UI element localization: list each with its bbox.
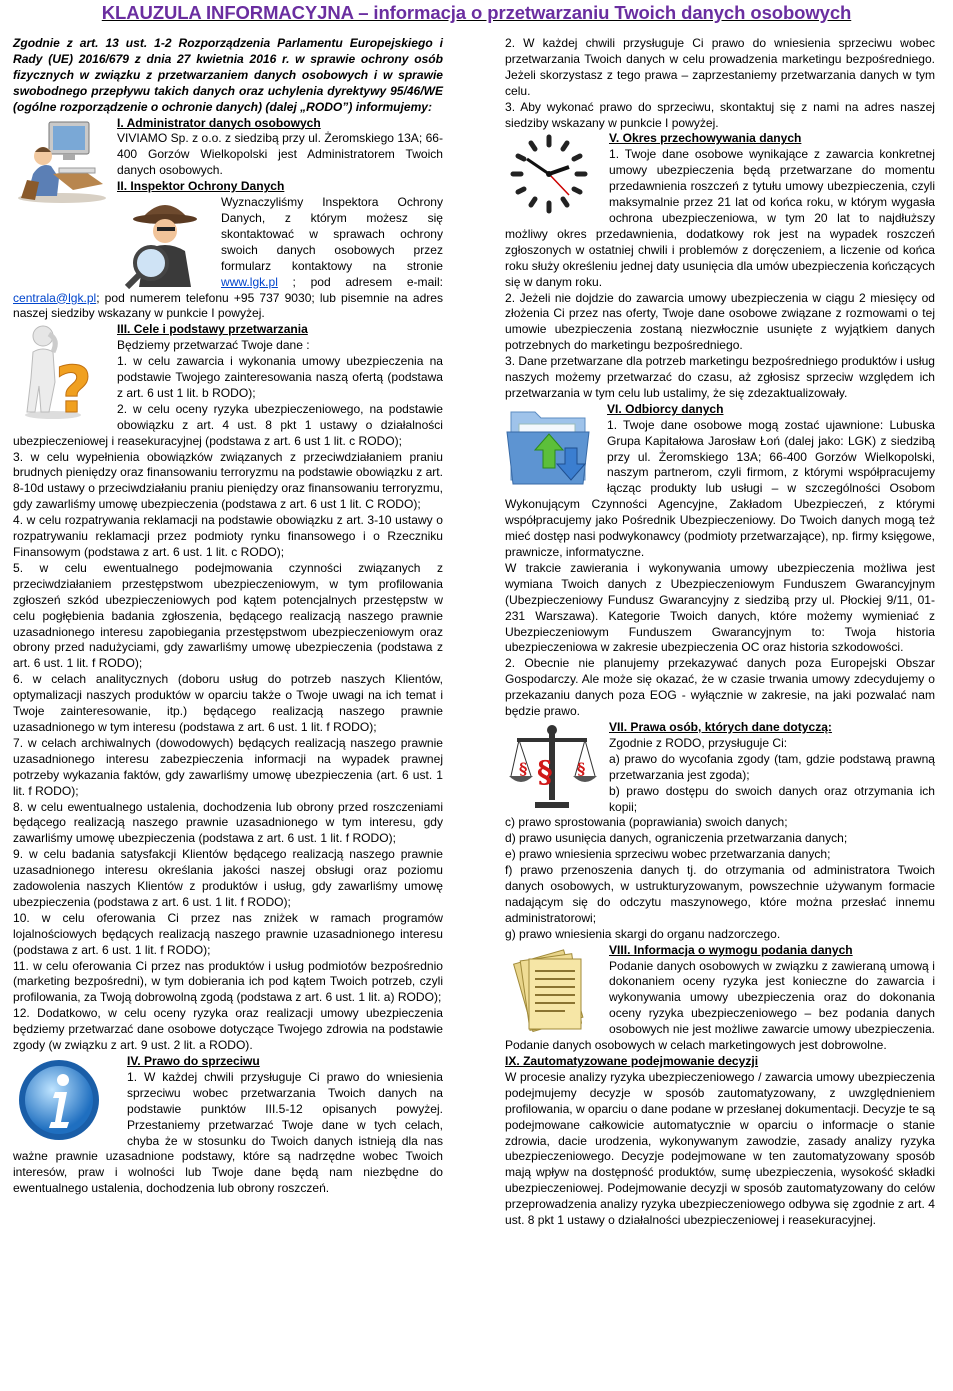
section-7-heading: VII. Prawa osób, których dane dotyczą: (609, 719, 832, 734)
section-2-text-part-1: Wyznaczyliśmy Inspektora Ochrony Danych, z którym możesz się skontaktować w sprawach ochrony swoich danych osobowych przez formularz kontaktowy na stronie (221, 195, 443, 273)
section-3-item: 6. w celach analitycznych (doboru usług do potrzeb naszych Klientów, optymalizacji naszych produktów w oparciu także o Twoje uwagi na ich temat i Twoje zainteresowanie, itp.) będącego realizacją naszego prawnie uzasadnionego w tym interesu (podstawa z art. 6 ust. 1 lit. f RODO); (13, 672, 443, 734)
section-3-item: 11. w celu oferowania Ci przez nas produktów i usług podmiotów bezpośrednio (marketing bezpośredni), w tym dobierania ich pod kątem Twoich potrzeb, czyli profilowania, za Twoją dobrowolną zgodą (podstawa z art. 6 ust. 1 lit. a) RODO); (13, 958, 443, 1005)
svg-text:?: ? (55, 354, 93, 421)
computer-user-icon (13, 118, 111, 204)
clock-icon (505, 131, 603, 217)
info-icon (13, 1058, 121, 1142)
section-7-item: a) prawo do wycofania zgody (tam, gdzie podstawą prawną przetwarzania jest zgoda); (609, 751, 935, 782)
section-5-text-3: 3. Dane przetwarzane dla potrzeb marketingu bezpośredniego produktów i usług naszych możemy przetwarzać do czasu, aż zgłosisz sprzeciw względem ich przetwarzania w tym celu lub ustalimy, że się zdezaktualizowały. (505, 354, 935, 400)
section-3-item: 8. w celu ewentualnego ustalenia, dochodzenia lub obrony przed roszczeniami będącego realizacją naszego prawnie uzasadnionego w tym interesu, gdy zawarliśmy umowę ubezpieczenia (podstawa z art. 6 ust. 1 lit. f RODO); (13, 799, 443, 846)
section-5-text-1: 1. Twoje dane osobowe wynikające z zawarcia konkretnej umowy ubezpieczenia będą przetwarzane do momentu przedawnienia roszczeń z tytułu umowy ubezpieczenia, czyli maksymalnie przez 21 lat od końca roku, w którym wygasła ochrona ubezpieczeniowa, w tym 20 lat to najdłuższy możliwy okres przedawnienia, dodatkowy rok jest na wypadek roszczeń zgłoszonych w ostatniej chwili i problemów z doręczeniem, a liczenie od końca roku służy określeniu jednej daty usunięcia dla umów ubezpieczenia kończących się w danym roku. (505, 147, 935, 289)
section-2-text-part-3: ; pod numerem telefonu +95 737 9030; lub pisemnie na adres naszej siedziby wskazany w punkcie I powyżej. (13, 290, 443, 321)
section-7-item: b) prawo dostępu do swoich danych oraz otrzymania ich kopii; (609, 783, 935, 814)
section-3-item: 12. Dodatkowo, w celu oceny ryzyka oraz realizacji umowy ubezpieczenia będziemy przetwarzać dane osobowe dotyczące Twojego zdrowia na podstawie zgody (w związku z art. 9 ust. 2 lit. a RODO). (13, 1006, 443, 1053)
section-7-item: c) prawo sprostowania (poprawiania) swoich danych; (505, 815, 788, 830)
section-3-item: 3. w celu wypełnienia obowiązków związanych z przeciwdziałaniem praniu brudnych pieniędzy oraz finansowaniu terroryzmu na podstawie obowiązku z art. 8-10d ustawy o przeciwdziałaniu praniu pieniędzy oraz finansowaniu terroryzmu, gdy zawarliśmy umowę ubezpieczenia (podstawa z art. 6 ust 1 lit. C RODO); (13, 449, 443, 512)
section-8-text: Podanie danych osobowych w związku z zawieraną umową i dokonaniem oceny ryzyka jest konieczne do zawarcia i wykonywania umowy ubezpieczenia oraz do dokonania oceny ryzyka ubezpieczeniowego – bez podania danych osobowych nie jest możliwe zawarcie umowy ubezpieczenia. Podanie danych osobowych w celach marketingowych jest dobrowolne. (505, 958, 935, 1053)
svg-text:§: § (537, 754, 553, 790)
section-1-heading: I. Administrator danych osobowych (117, 115, 321, 130)
section-5-text-2: 2. Jeżeli nie dojdzie do zawarcia umowy ubezpieczenia w ciągu 2 miesięcy od złożenia Ci przez nas oferty, Twoje dane osobowe związane z rozmowami o tej umowie ubezpieczenia zostaną niezwłocznie usunięte z wyjątkiem danych potrzebnych do marketingu bezpośredniego. (505, 290, 935, 353)
section-3-heading: III. Cele i podstawy przetwarzania (117, 322, 308, 337)
svg-text:§: § (519, 758, 528, 778)
section-3-item: 10. w celu oferowania Ci przez nas zniżek w ramach programów lojalnościowych będących realizacją naszego prawnie uzasadnionego interesu (podstawa z art. 6 ust. 1 lit. f RODO); (13, 910, 443, 957)
section-7-item: f) prawo przenoszenia danych tj. do otrzymania od administratora Twoich danych osobowych, w ustrukturyzowanym, powszechnie używanym formacie nadającym się do odczytu maszynowego, które można przesłać innemu administratorowi; (505, 863, 935, 925)
section-7-item: g) prawo wniesienia skargi do organu nadzorczego. (505, 926, 781, 941)
justice-scale-icon (505, 722, 603, 814)
documents-stack-icon (505, 945, 603, 1037)
section-3-item: 7. w celach archiwalnych (dowodowych) będących realizacją naszego prawnie uzasadnionego interesu zabezpieczenia informacji na wypadek prawnej potrzeby wykazania faktów, gdy zawarliśmy umowę ubezpieczenia (art. 6 ust. 1 lit. f RODO); (13, 735, 443, 798)
section-7-item: d) prawo usunięcia danych, ograniczenia przetwarzania danych; (505, 831, 848, 846)
section-3-item: 2. w celu oceny ryzyka ubezpieczeniowego, na podstawie obowiązku z art. 4 ust. 8 pkt 1 ustawy o działalności ubezpieczeniowej i reasekuracyjnej (podstawa z art. 6 ust 1 lit. c RODO); (13, 401, 443, 448)
folder-transfer-icon (505, 404, 601, 496)
document-title: KLAUZULA INFORMACYJNA – informacja o przetwarzaniu Twoich danych osobowych (101, 2, 852, 23)
section-3-lead: Będziemy przetwarzać Twoje dane : (117, 338, 310, 353)
section-3-item: 5. w celu ewentualnego podejmowania czynności związanych z przeciwdziałaniem przestępstwom ubezpieczeniowym, w tym profilowania zgłoszeń szkód ubezpieczeniowych pod kątem potencjalnych przestępstw w celu pogłębienia badania zgłoszenia, będącego realizacją naszego prawnie uzasadnionego interesu zapobiegania przestępstwom ubezpieczeniowym oraz obrony przed nadużyciami, gdy zawarliśmy umowę ubezpieczenia (podstawa z art. 6 ust. 1 lit. f RODO); (13, 560, 443, 671)
section-6-text-3: 2. Obecnie nie planujemy przekazywać danych poza Europejski Obszar Gospodarczy. Ale może się okazać, że w czasie trwania umowy zdecydujemy o przekazaniu danych poza EOG - wyłącznie w zakresie, na jaki pozwalać nam będzie prawo. (505, 656, 935, 719)
section-6-text-2: W trakcie zawierania i wykonywania umowy ubezpieczenia możliwa jest wymiana Twoich danych z Ubezpieczeniowym Funduszem Gwarancyjnym (Ubezpieczeniowy Fundusz Gwarancyjny z siedzibą przy ul. Płockiej 9/11, 01-231 Warszawa). Kategorie Twoich danych, które możemy wymieniać z Ubezpieczeniowym Funduszem Gwarancyjnym to: Twoja historia ubezpieczeniowa w zakresie ubezpieczenia OC oraz historia szkodowości. (505, 560, 935, 655)
section-3-item: 1. w celu zawarcia i wykonania umowy ubezpieczenia na podstawie Twojego zainteresowania naszą ofertą (podstawa z art. 6 ust 1 lit. b RODO); (117, 354, 443, 400)
section-8-heading: VIII. Informacja o wymogu podania danych (609, 942, 853, 957)
section-9-text: W procesie analizy ryzyka ubezpieczeniowego / zawarcia umowy ubezpieczenia podejmujemy decyzje w sposób zautomatyzowany, z uwzględnieniem profilowania, w oparciu o dane podane w przesłanej dokumentacji. Decyzje te są podejmowane całkowicie automatycznie w oparciu o informacje o stanie zdrowia, dacie urodzenia, wykonywanym zawodzie, zasady analizy ryzyka ubezpieczeniowego. Decyzje podejmowane w ten zautomatyzowany sposób mają wpływ na dostępność produktów, sumę ubezpieczenia, wysokość składki ubezpieczeniowej. Podejmowanie decyzji w sposób zautomatyzowany do celów przeprowadzenia analizy ryzyka ubezpieczeniowego odbywa się zgodnie z art. 4 ust. 8 pkt 1 ustawy o działalności ubezpieczeniowej i reasekuracyjnej. (505, 1069, 935, 1228)
detective-icon (117, 195, 215, 289)
email-link[interactable]: centrala@lgk.pl (13, 290, 97, 305)
section-2-heading: II. Inspektor Ochrony Danych (117, 179, 285, 194)
section-4-text-1: 1. W każdej chwili przysługuje Ci prawo do wniesienia sprzeciwu wobec przetwarzania Twoich danych na podstawie punktów III.5-12 opisanych powyżej. Przestaniemy przetwarzać Twoje dane w tych celach, chyba że w stosunku do Twoich danych istnieją dla nas ważne prawnie uzasadnione podstawy, które są nadrzędne wobec Twoich interesów, praw i wolności lub Twoje dane będą nam niezbędne do ewentualnego ustalenia, dochodzenia lub obrony roszczeń. (13, 1069, 443, 1196)
section-3-item: 4. w celu rozpatrywania reklamacji na podstawie obowiązku z art. 3-10 ustawy o rozpatrywaniu reklamacji przez podmioty rynku finansowego i o Rzeczniku Finansowym (podstawa z art. 6 ust. 1 lit. c RODO); (13, 513, 443, 559)
section-4-text-2: 2. W każdej chwili przysługuje Ci prawo do wniesienia sprzeciwu wobec przetwarzania Twoich danych w celu prowadzenia marketingu bezpośredniego. Jeżeli skorzystasz z tego prawa – zaprzestaniemy przetwarzania danych w tym celu. (505, 36, 935, 98)
section-3-item: 9. w celu badania satysfakcji Klientów będącego realizacją naszego prawnie uzasadnionego interesu określania jakości naszej obsługi oraz poziomu zadowolenia naszych Klientów z produktów i usług, gdy zawarliśmy umowę ubezpieczenia (podstawa z art. 6 ust. 1 lit. f RODO); (13, 847, 443, 909)
intro-paragraph: Zgodnie z art. 13 ust. 1-2 Rozporządzenia Parlamentu Europejskiego i Rady (UE) 2016/679 z dnia 27 kwietnia 2016 r. w sprawie ochrony osób fizycznych w związku z przetwarzaniem danych osobowych i w sprawie swobodnego przepływu takich danych oraz uchylenia dyrektywy 95/46/WE (ogólne rozporządzenie o ochronie danych) (dalej „RODO”) informujemy: (13, 36, 443, 114)
right-column (505, 36, 935, 1229)
section-1-text: VIVIAMO Sp. z o.o. z siedzibą przy ul. Żeromskiego 13A; 66-400 Gorzów Wielkopolski jest Administratorem Twoich danych osobowych. (117, 131, 443, 178)
section-4-heading: IV. Prawo do sprzeciwu (127, 1054, 260, 1068)
section-6-heading: VI. Odbiorcy danych (607, 401, 724, 416)
section-4-text-3: 3. Aby wykonać prawo do sprzeciwu, skontaktuj się z nami na adres naszej siedziby wskazany w punkcie I powyżej. (505, 99, 935, 130)
svg-text:§: § (577, 758, 586, 778)
section-9-heading: IX. Zautomatyzowane podejmowanie decyzji (505, 1054, 759, 1068)
section-7-lead: Zgodnie z RODO, przysługuje Ci: (609, 735, 788, 750)
left-column (13, 36, 443, 1197)
section-7-item: e) prawo wniesienia sprzeciwu wobec przetwarzania danych; (505, 847, 831, 862)
question-person-icon (13, 322, 111, 420)
section-2-text-part-2: ; pod adresem e-mail: (277, 274, 443, 289)
website-link[interactable]: www.lgk.pl (221, 274, 278, 289)
section-2-text (13, 195, 443, 322)
section-5-heading: V. Okres przechowywania danych (609, 131, 802, 146)
section-6-text-1: 1. Twoje dane osobowe mogą zostać ujawnione: Lubuska Grupa Kapitałowa Jarosław Łoń (dalej jako: LGK) z siedzibą przy ul. Żeromskiego 13A; 66-400 Gorzów Wielkopolski, naszym partnerom, czyli firmom, z którymi współpracujemy łącząc produkty lub usługi – w szczególności Osobom Wykonującym Czynności Agencyjne, Zakładom Ubezpieczeń, z którymi współpracujemy jako Pośrednik Ubezpieczeniowy. Do Twoich danych mogą też mieć dostęp nasi podwykonawcy (podmioty przetwarzające), np. firmy księgowe, prawnicze, informatyczne. (505, 417, 935, 559)
